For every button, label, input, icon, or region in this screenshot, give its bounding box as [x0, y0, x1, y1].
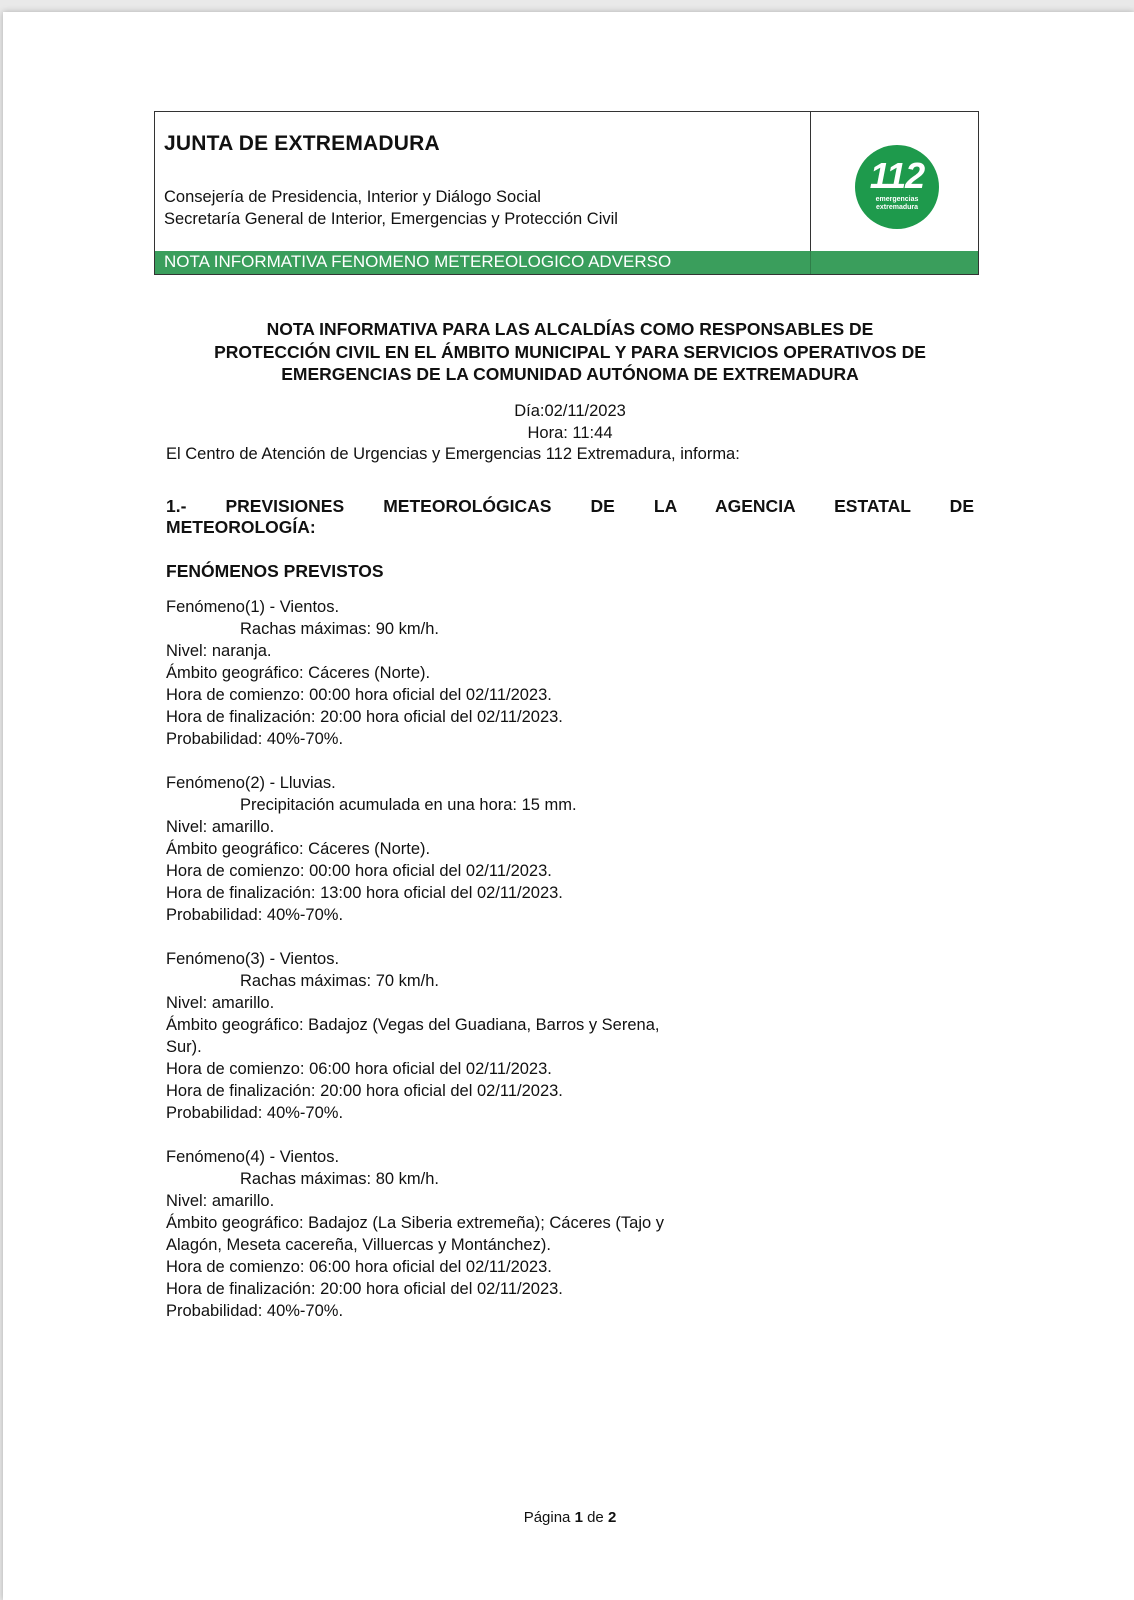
phenomenon-area-cont: Sur). — [166, 1038, 202, 1056]
phenomenon-probability: Probabilidad: 40%-70%. — [166, 730, 344, 748]
emergencias-112-logo — [855, 145, 939, 229]
phenomenon-detail: Rachas máximas: 70 km/h. — [240, 972, 439, 990]
section-heading-cont: METEOROLOGÍA: — [166, 517, 316, 537]
subheading: FENÓMENOS PREVISTOS — [166, 561, 384, 581]
phenomenon-end: Hora de finalización: 20:00 hora oficial del 02/11/2023. — [166, 1280, 563, 1298]
band-title: NOTA INFORMATIVA FENOMENO METEREOLOGICO ADVERSO — [164, 252, 672, 271]
phenomenon-title: Fenómeno(1) - Vientos. — [166, 598, 340, 616]
phenomenon-level: Nivel: amarillo. — [166, 818, 275, 836]
phenomenon-area-cont: Alagón, Meseta cacereña, Villuercas y Montánchez). — [166, 1236, 551, 1254]
phenomenon-end: Hora de finalización: 20:00 hora oficial del 02/11/2023. — [166, 708, 563, 726]
logo-text-1: emergencias — [875, 196, 919, 203]
intro-text: El Centro de Atención de Urgencias y Emergencias 112 Extremadura, informa: — [166, 445, 740, 463]
phenomenon-probability: Probabilidad: 40%-70%. — [166, 906, 344, 924]
phenomenon-start: Hora de comienzo: 00:00 hora oficial del 02/11/2023. — [166, 862, 552, 880]
phenomenon-probability: Probabilidad: 40%-70%. — [166, 1302, 344, 1320]
header-band — [155, 251, 978, 274]
title-line: PROTECCIÓN CIVIL EN EL ÁMBITO MUNICIPAL Y PARA SERVICIOS OPERATIVOS DE — [214, 341, 926, 362]
phenomenon-title: Fenómeno(4) - Vientos. — [166, 1148, 340, 1166]
title-line: EMERGENCIAS DE LA COMUNIDAD AUTÓNOMA DE EXTREMADURA — [281, 364, 859, 384]
phenomenon-probability: Probabilidad: 40%-70%. — [166, 1104, 344, 1122]
header-box — [154, 111, 979, 275]
date-line: Día:02/11/2023 — [514, 402, 626, 420]
header-text-cell — [155, 112, 811, 251]
time-line: Hora: 11:44 — [527, 424, 613, 442]
title-line: NOTA INFORMATIVA PARA LAS ALCALDÍAS COMO RESPONSABLES DE — [266, 319, 874, 339]
footer-current-page: 1 — [574, 1509, 583, 1526]
phenomenon-start: Hora de comienzo: 06:00 hora oficial del 02/11/2023. — [166, 1060, 552, 1078]
phenomenon-title: Fenómeno(2) - Lluvias. — [166, 774, 336, 792]
phenomenon-detail: Rachas máximas: 80 km/h. — [240, 1170, 439, 1188]
footer-total-pages: 2 — [607, 1509, 617, 1526]
department-line-2: Secretaría General de Interior, Emergencias y Protección Civil — [164, 210, 618, 228]
phenomenon-area: Ámbito geográfico: Badajoz (La Siberia extremeña); Cáceres (Tajo y — [166, 1214, 664, 1232]
logo-text-2: extremadura — [875, 204, 919, 211]
section-heading: 1.- PREVISIONES METEOROLÓGICAS DE LA AGENCIA ESTATAL DE — [166, 496, 974, 516]
phenomenon-level: Nivel: naranja. — [166, 642, 272, 660]
phenomenon-detail: Precipitación acumulada en una hora: 15 mm. — [240, 796, 577, 814]
phenomenon-area: Ámbito geográfico: Cáceres (Norte). — [166, 664, 431, 682]
logo-number: 112 — [869, 155, 925, 196]
document-title — [163, 318, 977, 386]
band-divider — [810, 251, 811, 274]
phenomenon-level: Nivel: amarillo. — [166, 1192, 275, 1210]
phenomenon-detail: Rachas máximas: 90 km/h. — [240, 620, 439, 638]
phenomenon-end: Hora de finalización: 20:00 hora oficial del 02/11/2023. — [166, 1082, 563, 1100]
document-page — [3, 12, 1134, 1600]
phenomenon-start: Hora de comienzo: 00:00 hora oficial del 02/11/2023. — [166, 686, 552, 704]
phenomenon-area: Ámbito geográfico: Cáceres (Norte). — [166, 840, 431, 858]
phenomenon-level: Nivel: amarillo. — [166, 994, 275, 1012]
department-line-1: Consejería de Presidencia, Interior y Diálogo Social — [164, 188, 541, 206]
phenomenon-start: Hora de comienzo: 06:00 hora oficial del 02/11/2023. — [166, 1258, 552, 1276]
phenomenon-area: Ámbito geográfico: Badajoz (Vegas del Guadiana, Barros y Serena, — [166, 1016, 660, 1034]
footer-of-label: de — [587, 1509, 604, 1526]
phenomenon-end: Hora de finalización: 13:00 hora oficial del 02/11/2023. — [166, 884, 563, 902]
page-footer — [163, 1509, 977, 1526]
footer-page-label: Página — [523, 1509, 571, 1526]
organization-name: JUNTA DE EXTREMADURA — [164, 132, 440, 155]
header-logo-cell — [811, 112, 978, 251]
phenomenon-title: Fenómeno(3) - Vientos. — [166, 950, 340, 968]
